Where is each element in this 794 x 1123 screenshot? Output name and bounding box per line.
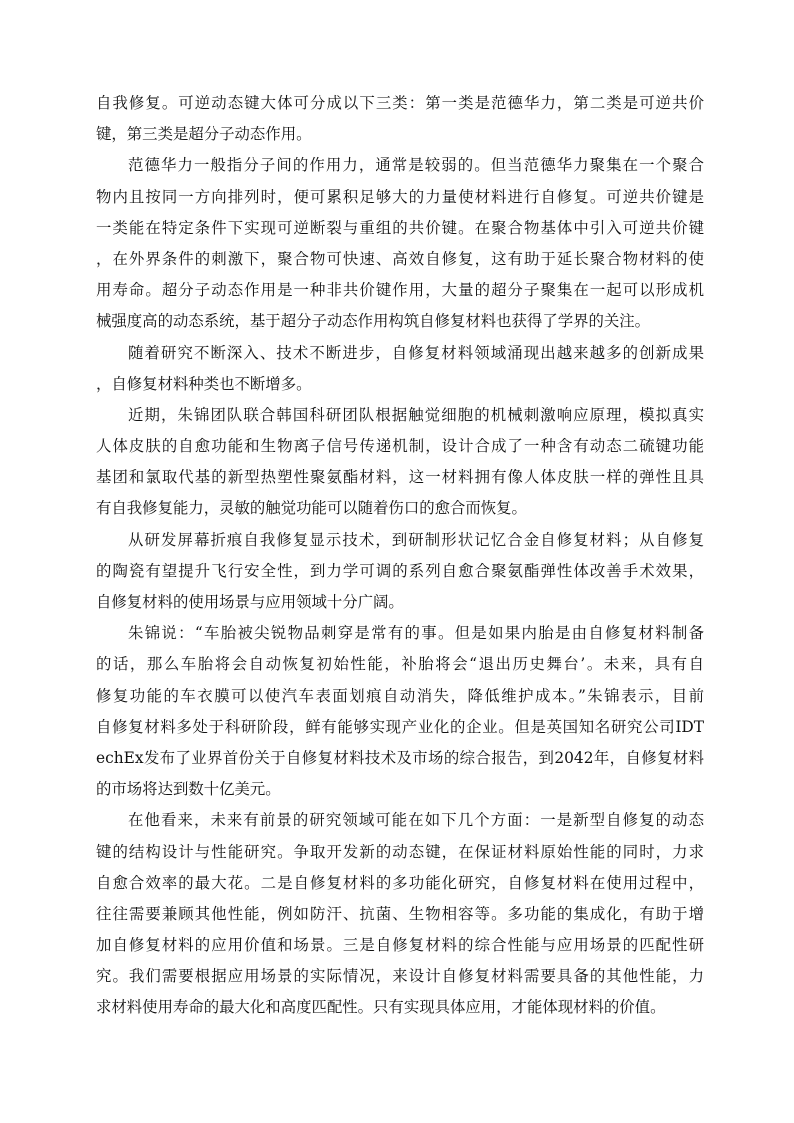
document-page — [96, 88, 704, 1024]
text-line: 在他看来，未来有前景的研究领域可能在如下几个方面：一是新型自修复的动态 — [128, 811, 704, 830]
text-line: 的市场将达到数十亿美元。 — [96, 780, 281, 799]
text-line: 往往需要兼顾其他性能，例如防汗、抗菌、生物相容等。多功能的集成化，有助于增 — [96, 904, 704, 923]
text-line: 一类能在特定条件下实现可逆断裂与重组的共价键。在聚合物基体中引入可逆共价键 — [96, 218, 704, 237]
text-line: 从研发屏幕折痕自我修复显示技术，到研制形状记忆合金自修复材料；从自修复 — [128, 530, 704, 549]
paragraph — [96, 618, 704, 805]
text-line: 的陶瓷有望提升飞行安全性，到力学可调的系列自愈合聚氨酯弹性体改善手术效果， — [96, 561, 704, 580]
text-line: 加自修复材料的应用价值和场景。三是自修复材料的综合性能与应用场景的匹配性研 — [96, 936, 704, 955]
text-line: 物内且按同一方向排列时，便可累积足够大的力量使材料进行自修复。可逆共价键是 — [96, 187, 704, 206]
text-line: 有自我修复能力，灵敏的触觉功能可以随着伤口的愈合而恢复。 — [96, 499, 527, 518]
text-line: 随着研究不断深入、技术不断进步，自修复材料领域涌现出越来越多的创新成果 — [128, 343, 704, 362]
paragraph — [96, 338, 704, 400]
text-line: echEx发布了业界首份关于自修复材料技术及市场的综合报告，到2042年，自修复材料 — [96, 748, 704, 767]
paragraph — [96, 805, 704, 1023]
text-line: 的话，那么车胎将会自动恢复初始性能，补胎将会“退出历史舞台’。未来，具有自 — [96, 655, 704, 674]
text-line: 范德华力一般指分子间的作用力，通常是较弱的。但当范德华力聚集在一个聚合 — [128, 156, 704, 175]
paragraph — [96, 400, 704, 525]
text-line: 键的结构设计与性能研究。争取开发新的动态键，在保证材料原始性能的同时，力求 — [96, 842, 704, 861]
text-line: ，自修复材料种类也不断增多。 — [96, 374, 312, 393]
paragraph — [96, 88, 704, 150]
text-line: 修复功能的车衣膜可以使汽车表面划痕自动消失，降低维护成本。”朱锦表示，目前 — [96, 686, 704, 705]
text-line: 械强度高的动态系统，基于超分子动态作用构筑自修复材料也获得了学界的关注。 — [96, 312, 651, 331]
text-line: 自修复材料多处于科研阶段，鲜有能够实现产业化的企业。但是英国知名研究公司IDT — [96, 717, 704, 736]
paragraph — [96, 150, 704, 337]
text-line: 人体皮肤的自愈功能和生物离子信号传递机制，设计合成了一种含有动态二硫键功能 — [96, 437, 704, 456]
text-line: ，在外界条件的刺激下，聚合物可快速、高效自修复，这有助于延长聚合物材料的使 — [96, 249, 704, 268]
text-line: 朱锦说：“车胎被尖锐物品刺穿是常有的事。但是如果内胎是由自修复材料制备 — [128, 624, 704, 643]
text-line: 求材料使用寿命的最大化和高度匹配性。只有实现具体应用，才能体现材料的价值。 — [96, 998, 666, 1017]
text-line: 键，第三类是超分子动态作用。 — [96, 125, 312, 144]
text-line: 自我修复。可逆动态键大体可分成以下三类：第一类是范德华力，第二类是可逆共价 — [96, 94, 704, 112]
text-line: 究。我们需要根据应用场景的实际情况，来设计自修复材料需要具备的其他性能，力 — [96, 967, 704, 986]
text-line: 自愈合效率的最大花。二是自修复材料的多功能化研究，自修复材料在使用过程中， — [96, 873, 704, 892]
paragraph — [96, 525, 704, 619]
text-line: 用寿命。超分子动态作用是一种非共价键作用，大量的超分子聚集在一起可以形成机 — [96, 281, 704, 300]
text-line: 基团和氯取代基的新型热塑性聚氨酯材料，这一材料拥有像人体皮肤一样的弹性且具 — [96, 468, 704, 487]
text-line: 自修复材料的使用场景与应用领域十分广阔。 — [96, 593, 404, 611]
text-line: 近期，朱锦团队联合韩国科研团队根据触觉细胞的机械刺激响应原理，模拟真实 — [128, 405, 704, 424]
